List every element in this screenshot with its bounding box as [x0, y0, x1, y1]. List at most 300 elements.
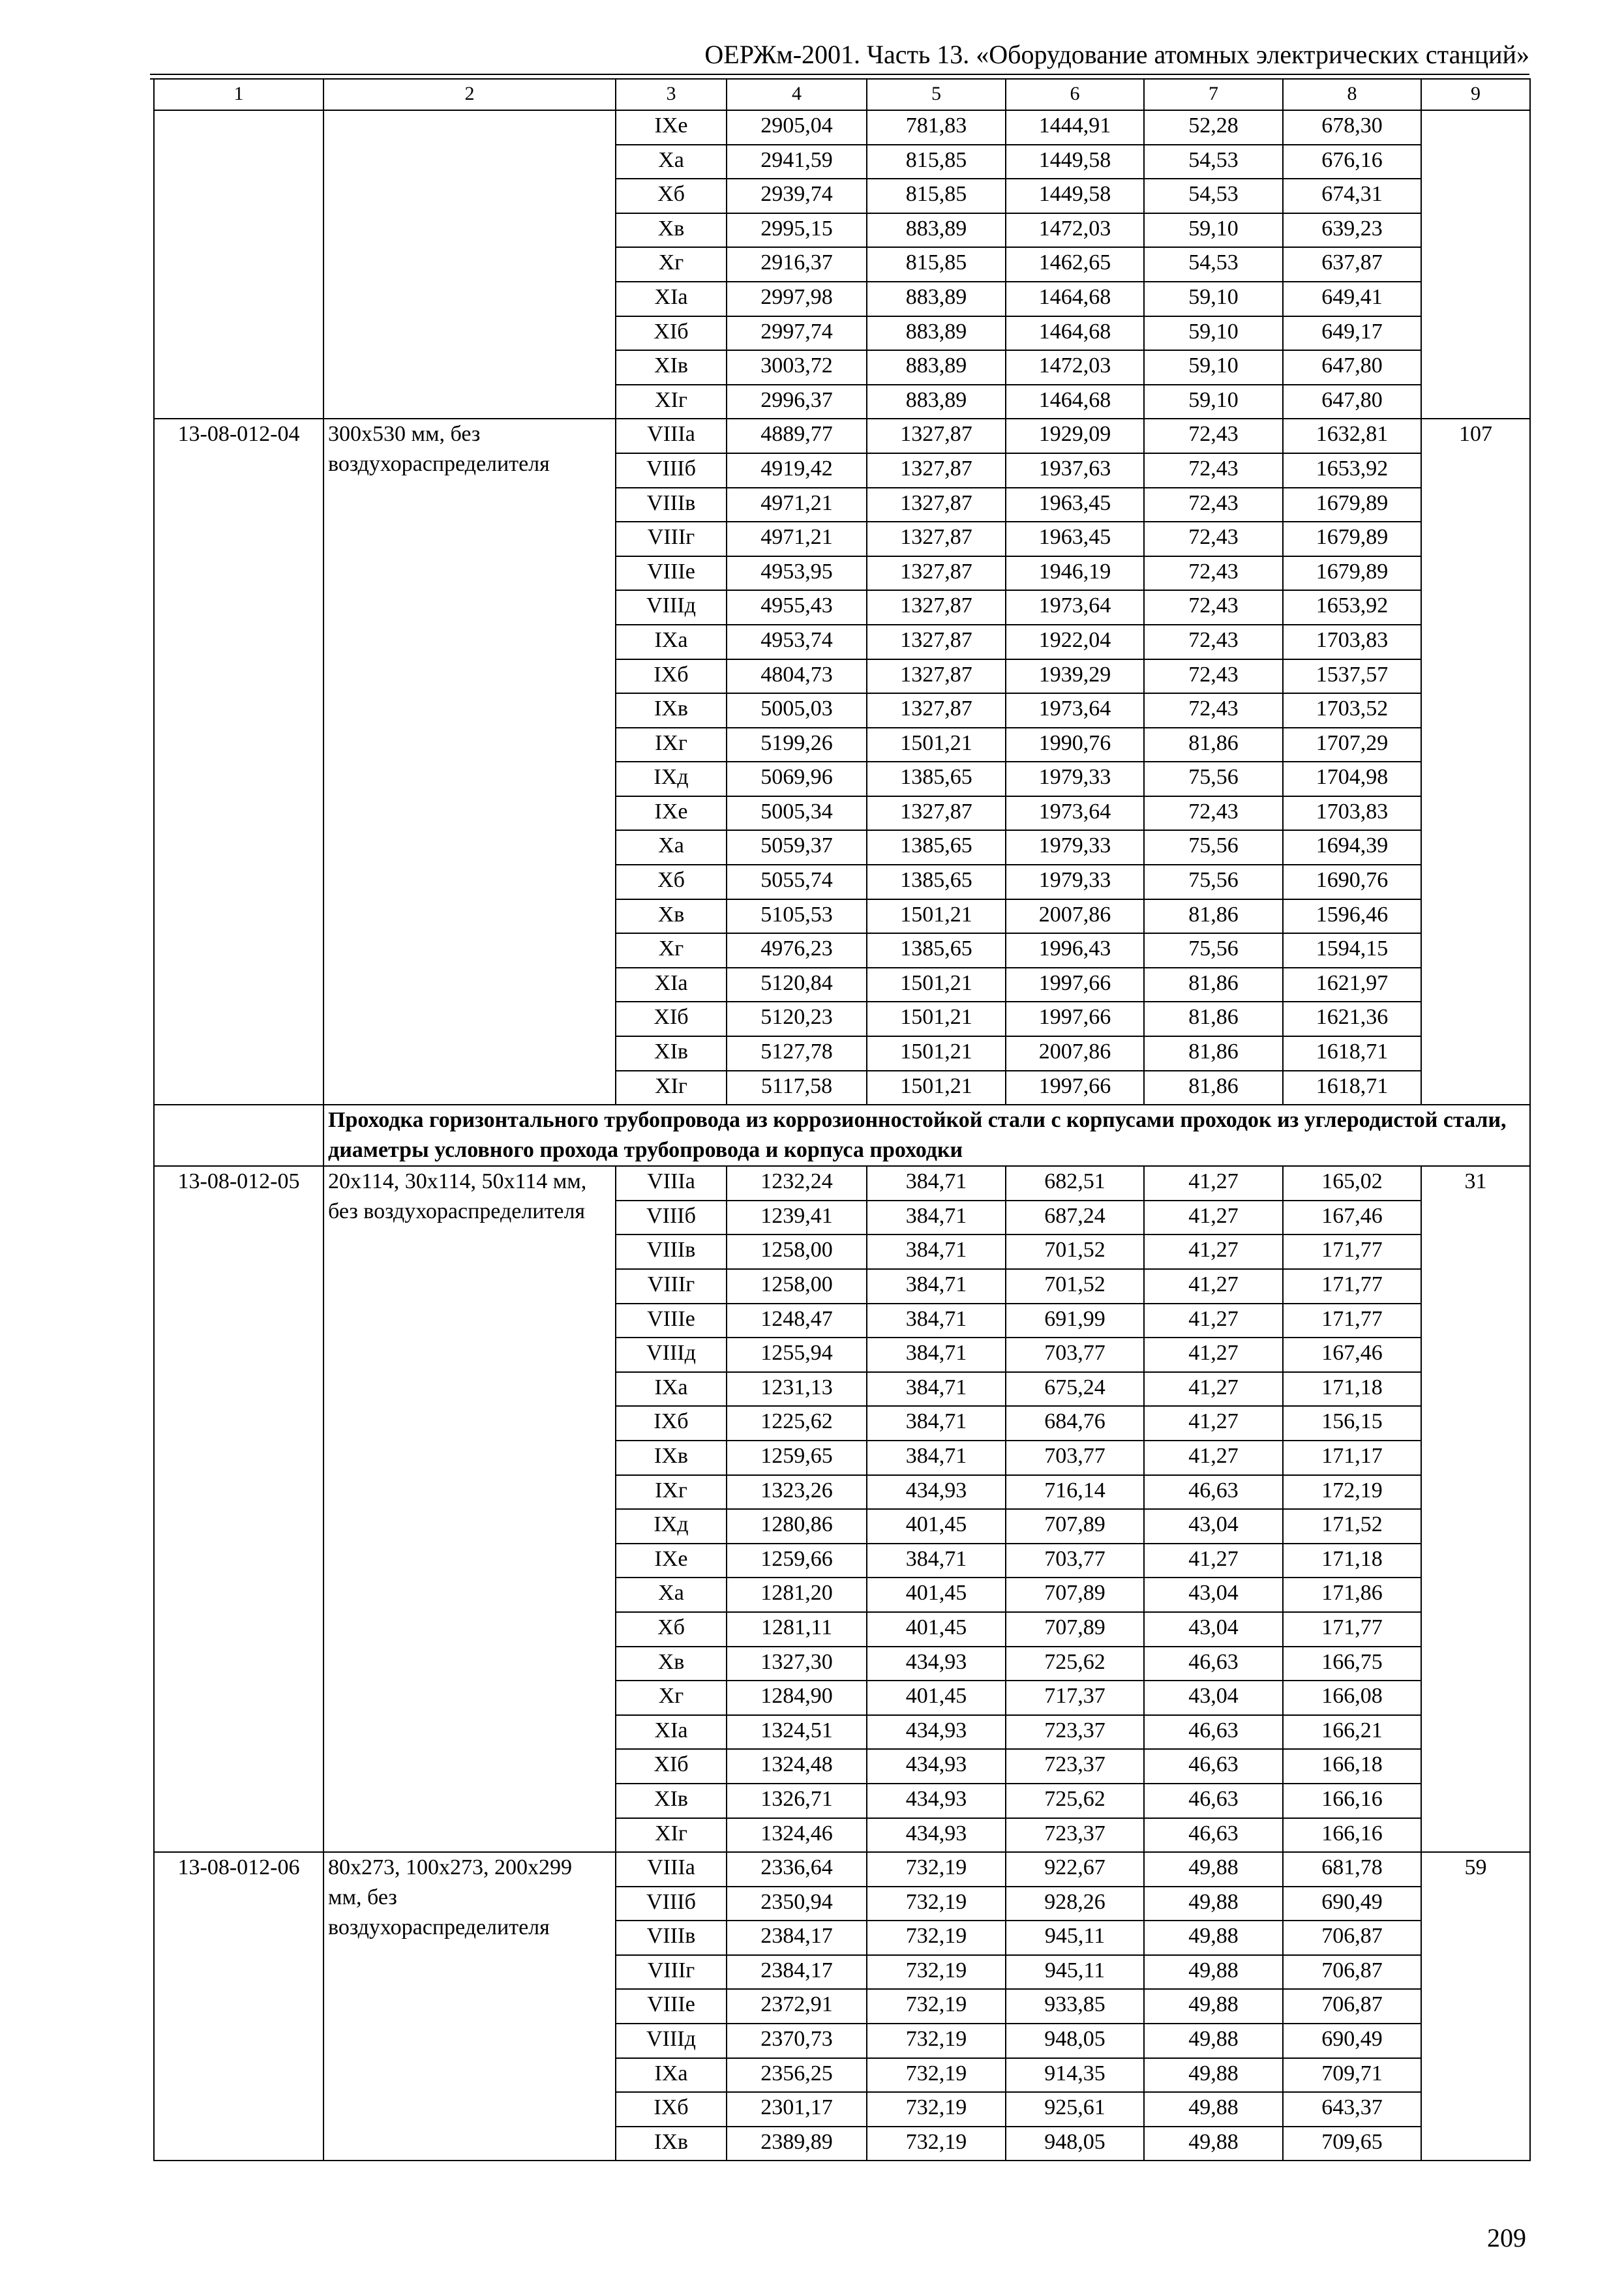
table-cell: 81,86 [1144, 1071, 1283, 1105]
column-number: 1 [154, 79, 323, 110]
table-cell: 4971,21 [727, 522, 867, 556]
table-cell: 2997,98 [727, 282, 867, 316]
table-cell: Xб [616, 865, 727, 899]
column-number: 4 [727, 79, 867, 110]
table-cell: IXв [616, 2127, 727, 2161]
table-cell: 81,86 [1144, 899, 1283, 934]
column-number: 5 [867, 79, 1006, 110]
table-cell: 1997,66 [1006, 1071, 1144, 1105]
table-cell: 5199,26 [727, 728, 867, 762]
table-cell: 171,86 [1283, 1578, 1421, 1612]
table-cell: 717,37 [1006, 1681, 1144, 1715]
table-cell: 643,37 [1283, 2092, 1421, 2127]
table-cell: VIIIд [616, 2024, 727, 2058]
table-cell: 72,43 [1144, 453, 1283, 488]
table-cell: 1284,90 [727, 1681, 867, 1715]
table-cell: 41,27 [1144, 1441, 1283, 1475]
table-cell: IXб [616, 659, 727, 694]
table-cell: 54,53 [1144, 179, 1283, 213]
table-cell: 1449,58 [1006, 145, 1144, 179]
table-cell: 1327,87 [867, 693, 1006, 728]
table-cell: 676,16 [1283, 145, 1421, 179]
table-cell: IXа [616, 2058, 727, 2093]
table-cell: 171,77 [1283, 1612, 1421, 1647]
table-cell: VIIIв [616, 1921, 727, 1955]
table-cell: XIа [616, 282, 727, 316]
table-cell: 5117,58 [727, 1071, 867, 1105]
table-cell: 1973,64 [1006, 796, 1144, 831]
table-cell: 72,43 [1144, 693, 1283, 728]
table-cell: 49,88 [1144, 1921, 1283, 1955]
table-cell: 2384,17 [727, 1921, 867, 1955]
table-cell: 1963,45 [1006, 488, 1144, 522]
table-cell: 2350,94 [727, 1887, 867, 1921]
table-cell: 2996,37 [727, 385, 867, 419]
table-cell: XIв [616, 1036, 727, 1071]
rates-table [153, 78, 1531, 2161]
table-cell: 49,88 [1144, 2127, 1283, 2161]
table-cell: 75,56 [1144, 933, 1283, 968]
table-cell: 732,19 [867, 1921, 1006, 1955]
table-cell: 1327,87 [867, 419, 1006, 453]
table-cell: 1939,29 [1006, 659, 1144, 694]
table-cell: 1281,11 [727, 1612, 867, 1647]
table-cell: 1239,41 [727, 1201, 867, 1235]
table-cell: 1464,68 [1006, 282, 1144, 316]
table-cell: 2372,91 [727, 1989, 867, 2024]
table-cell: 5120,23 [727, 1002, 867, 1036]
table-cell: 43,04 [1144, 1681, 1283, 1715]
table-cell: 706,87 [1283, 1989, 1421, 2024]
rate-total: 59 [1421, 1852, 1530, 2161]
table-cell: VIIIг [616, 1269, 727, 1304]
table-cell: 59,10 [1144, 350, 1283, 385]
table-cell: 1464,68 [1006, 385, 1144, 419]
table-cell: 725,62 [1006, 1784, 1144, 1818]
table-cell: VIIIа [616, 1852, 727, 1887]
table-cell: Xг [616, 933, 727, 968]
table-cell: 1385,65 [867, 865, 1006, 899]
table-cell: VIIIе [616, 556, 727, 591]
table-cell: 1327,87 [867, 488, 1006, 522]
table-cell: 2941,59 [727, 145, 867, 179]
table-cell: 5127,78 [727, 1036, 867, 1071]
rate-code: 13-08-012-06 [154, 1852, 323, 2161]
table-cell: 1679,89 [1283, 488, 1421, 522]
table-cell: 701,52 [1006, 1234, 1144, 1269]
table-cell: 1703,52 [1283, 693, 1421, 728]
table-cell: Xв [616, 213, 727, 248]
table-cell: IXе [616, 1544, 727, 1578]
table-cell: 675,24 [1006, 1372, 1144, 1407]
table-cell: 732,19 [867, 2024, 1006, 2058]
table-cell: 1632,81 [1283, 419, 1421, 453]
table-cell: 883,89 [867, 282, 1006, 316]
table-cell: 2905,04 [727, 110, 867, 145]
column-number: 7 [1144, 79, 1283, 110]
table-cell: 707,89 [1006, 1612, 1144, 1647]
table-cell: XIг [616, 385, 727, 419]
table-cell: 690,49 [1283, 2024, 1421, 2058]
rate-code: 13-08-012-04 [154, 419, 323, 1105]
table-cell: IXб [616, 1406, 727, 1441]
header-rule [150, 74, 1529, 75]
column-number-row [154, 79, 1530, 110]
table-cell: 2007,86 [1006, 899, 1144, 934]
table-cell: 701,52 [1006, 1269, 1144, 1304]
table-cell: 1946,19 [1006, 556, 1144, 591]
table-cell: 171,77 [1283, 1304, 1421, 1338]
table-cell: 707,89 [1006, 1578, 1144, 1612]
table-cell: 46,63 [1144, 1647, 1283, 1681]
table-row [154, 110, 1530, 145]
table-cell: VIIIб [616, 453, 727, 488]
table-cell: 1703,83 [1283, 625, 1421, 659]
table-cell: 59,10 [1144, 316, 1283, 351]
table-cell: 384,71 [867, 1201, 1006, 1235]
table-cell: 72,43 [1144, 625, 1283, 659]
table-cell: Xа [616, 1578, 727, 1612]
table-cell: 46,63 [1144, 1475, 1283, 1510]
table-cell: Xб [616, 1612, 727, 1647]
table-cell: 1996,43 [1006, 933, 1144, 968]
table-cell: XIа [616, 1715, 727, 1750]
table-cell: IXг [616, 1475, 727, 1510]
table-cell: 5105,53 [727, 899, 867, 934]
table-cell: Xа [616, 830, 727, 865]
table-cell: 1327,87 [867, 625, 1006, 659]
rate-description: 20x114, 30x114, 50x114 мм, без воздухораспределителя [323, 1166, 616, 1852]
table-cell: 1248,47 [727, 1304, 867, 1338]
table-cell: 647,80 [1283, 385, 1421, 419]
table-cell: 434,93 [867, 1784, 1006, 1818]
page-header-title: ОЕРЖм-2001. Часть 13. «Оборудование атомных электрических станций» [704, 40, 1529, 69]
table-cell: 171,17 [1283, 1441, 1421, 1475]
table-cell: 1231,13 [727, 1372, 867, 1407]
table-cell: VIIIв [616, 488, 727, 522]
table-cell: 165,02 [1283, 1166, 1421, 1201]
table-cell: 41,27 [1144, 1304, 1283, 1338]
table-cell: 41,27 [1144, 1269, 1283, 1304]
table-cell: 41,27 [1144, 1406, 1283, 1441]
table-cell: 49,88 [1144, 1989, 1283, 2024]
table-cell: 815,85 [867, 247, 1006, 282]
table-cell: 703,77 [1006, 1441, 1144, 1475]
table-cell: 52,28 [1144, 110, 1283, 145]
table-cell: 1225,62 [727, 1406, 867, 1441]
rate-description: 80x273, 100x273, 200x299 мм, без воздухораспределителя [323, 1852, 616, 2161]
table-cell: 725,62 [1006, 1647, 1144, 1681]
rate-total [1421, 110, 1530, 419]
table-cell: 1472,03 [1006, 213, 1144, 248]
table-cell: 1937,63 [1006, 453, 1144, 488]
table-cell: 723,37 [1006, 1715, 1144, 1750]
table-cell: 716,14 [1006, 1475, 1144, 1510]
rate-code: 13-08-012-05 [154, 1166, 323, 1852]
table-cell: 1979,33 [1006, 830, 1144, 865]
table-cell: 883,89 [867, 385, 1006, 419]
table-cell: 434,93 [867, 1818, 1006, 1853]
table-cell: 434,93 [867, 1647, 1006, 1681]
table-cell: 1621,36 [1283, 1002, 1421, 1036]
table-cell: 1703,83 [1283, 796, 1421, 831]
table-cell: VIIIг [616, 522, 727, 556]
column-number: 6 [1006, 79, 1144, 110]
table-cell: 637,87 [1283, 247, 1421, 282]
table-cell: 1280,86 [727, 1509, 867, 1544]
table-cell: 781,83 [867, 110, 1006, 145]
table-cell: 167,46 [1283, 1338, 1421, 1372]
table-cell: IXе [616, 110, 727, 145]
table-cell: VIIIг [616, 1955, 727, 1990]
table-cell: 72,43 [1144, 488, 1283, 522]
table-cell: 172,19 [1283, 1475, 1421, 1510]
table-cell: 732,19 [867, 2058, 1006, 2093]
table-cell: 384,71 [867, 1269, 1006, 1304]
table-cell: 732,19 [867, 2127, 1006, 2161]
table-cell: 1444,91 [1006, 110, 1144, 145]
table-cell: 2995,15 [727, 213, 867, 248]
table-cell: 674,31 [1283, 179, 1421, 213]
table-cell: 384,71 [867, 1304, 1006, 1338]
table-cell: Xв [616, 1647, 727, 1681]
table-cell: 678,30 [1283, 110, 1421, 145]
rate-code [154, 110, 323, 419]
table-cell: 4889,77 [727, 419, 867, 453]
section-heading: Проходка горизонтального трубопровода из коррозионностойкой стали с корпусами проходок из углеродистой стали, диаметры условного прохода трубопровода и корпуса проходки [323, 1105, 1530, 1166]
table-cell: 41,27 [1144, 1166, 1283, 1201]
table-cell: 4971,21 [727, 488, 867, 522]
table-cell: 5120,84 [727, 968, 867, 1002]
table-cell: 43,04 [1144, 1509, 1283, 1544]
table-cell: 4955,43 [727, 590, 867, 625]
table-cell: 1501,21 [867, 1002, 1006, 1036]
table-cell: 72,43 [1144, 796, 1283, 831]
table-cell: 434,93 [867, 1749, 1006, 1784]
table-cell: 5069,96 [727, 762, 867, 796]
section-heading-row [154, 1105, 1530, 1166]
table-cell: 1327,30 [727, 1647, 867, 1681]
table-cell: 723,37 [1006, 1749, 1144, 1784]
table-cell: 46,63 [1144, 1818, 1283, 1853]
table-cell: 948,05 [1006, 2024, 1144, 2058]
table-cell: 945,11 [1006, 1955, 1144, 1990]
table-cell: 1690,76 [1283, 865, 1421, 899]
table-cell: IXа [616, 625, 727, 659]
table-cell: 933,85 [1006, 1989, 1144, 2024]
table-cell: XIб [616, 316, 727, 351]
column-number: 3 [616, 79, 727, 110]
table-cell: 171,52 [1283, 1509, 1421, 1544]
table-cell: 1621,97 [1283, 968, 1421, 1002]
table-row [154, 1166, 1530, 1201]
table-cell: 707,89 [1006, 1509, 1144, 1544]
table-cell: 4953,95 [727, 556, 867, 591]
table-cell: IXа [616, 1372, 727, 1407]
table-cell: 171,18 [1283, 1372, 1421, 1407]
table-cell: 401,45 [867, 1578, 1006, 1612]
table-cell: 41,27 [1144, 1338, 1283, 1372]
table-cell: 1449,58 [1006, 179, 1144, 213]
table-cell: XIв [616, 350, 727, 385]
table-cell: 706,87 [1283, 1921, 1421, 1955]
rate-total: 31 [1421, 1166, 1530, 1852]
table-cell: 1385,65 [867, 830, 1006, 865]
table-cell: 384,71 [867, 1234, 1006, 1269]
table-cell: 2336,64 [727, 1852, 867, 1887]
table-cell: 649,17 [1283, 316, 1421, 351]
column-number: 2 [323, 79, 616, 110]
table-cell: XIа [616, 968, 727, 1002]
table-cell: 384,71 [867, 1166, 1006, 1201]
table-cell: IXг [616, 728, 727, 762]
table-cell: VIIIб [616, 1201, 727, 1235]
table-cell: 166,21 [1283, 1715, 1421, 1750]
table-cell: 4953,74 [727, 625, 867, 659]
page-number: 209 [1487, 2223, 1526, 2252]
table-cell: 1255,94 [727, 1338, 867, 1372]
table-cell: 1973,64 [1006, 693, 1144, 728]
table-cell: 59,10 [1144, 282, 1283, 316]
table-cell: 703,77 [1006, 1544, 1144, 1578]
table-cell: 1324,48 [727, 1749, 867, 1784]
table-cell: 72,43 [1144, 419, 1283, 453]
table-cell: 1704,98 [1283, 762, 1421, 796]
table-cell: 1327,87 [867, 659, 1006, 694]
table-cell: IXб [616, 2092, 727, 2127]
table-cell: 1327,87 [867, 453, 1006, 488]
table-cell: 732,19 [867, 2092, 1006, 2127]
table-cell: 1232,24 [727, 1166, 867, 1201]
table-cell: XIб [616, 1749, 727, 1784]
table-cell: 922,67 [1006, 1852, 1144, 1887]
table-cell: 1323,26 [727, 1475, 867, 1510]
table-cell: 928,26 [1006, 1887, 1144, 1921]
table-cell: 709,65 [1283, 2127, 1421, 2161]
table-cell: 5059,37 [727, 830, 867, 865]
table-cell: 709,71 [1283, 2058, 1421, 2093]
table-cell: VIIIе [616, 1304, 727, 1338]
column-number: 9 [1421, 79, 1530, 110]
table-cell: 815,85 [867, 145, 1006, 179]
table-cell: 401,45 [867, 1509, 1006, 1544]
table-row [154, 419, 1530, 453]
table-cell: 925,61 [1006, 2092, 1144, 2127]
table-cell: 171,77 [1283, 1234, 1421, 1269]
rate-description [323, 110, 616, 419]
table-cell: 1501,21 [867, 1071, 1006, 1105]
table-cell: XIв [616, 1784, 727, 1818]
table-cell: 59,10 [1144, 385, 1283, 419]
table-cell: 1385,65 [867, 762, 1006, 796]
column-number: 8 [1283, 79, 1421, 110]
table-cell: 1973,64 [1006, 590, 1144, 625]
table-cell: 883,89 [867, 213, 1006, 248]
table-cell: 72,43 [1144, 556, 1283, 591]
table-cell: 1327,87 [867, 556, 1006, 591]
table-cell: 5005,34 [727, 796, 867, 831]
table-cell: 166,75 [1283, 1647, 1421, 1681]
table-cell: 682,51 [1006, 1166, 1144, 1201]
table-cell: 1385,65 [867, 933, 1006, 968]
table-cell: 81,86 [1144, 1002, 1283, 1036]
table-cell: 2916,37 [727, 247, 867, 282]
table-cell: 54,53 [1144, 247, 1283, 282]
table-cell: 1472,03 [1006, 350, 1144, 385]
table-cell: 171,77 [1283, 1269, 1421, 1304]
table-cell: IXв [616, 693, 727, 728]
table-cell: 1653,92 [1283, 590, 1421, 625]
table-cell: 1990,76 [1006, 728, 1144, 762]
table-cell: 41,27 [1144, 1372, 1283, 1407]
table-cell: 1679,89 [1283, 556, 1421, 591]
table-cell: 46,63 [1144, 1749, 1283, 1784]
table-cell: VIIIа [616, 1166, 727, 1201]
table-cell: 43,04 [1144, 1612, 1283, 1647]
table-cell: 49,88 [1144, 1852, 1283, 1887]
table-cell: 649,41 [1283, 282, 1421, 316]
table-cell: 1979,33 [1006, 762, 1144, 796]
table-cell: 2007,86 [1006, 1036, 1144, 1071]
table-cell: 1327,87 [867, 590, 1006, 625]
table-cell: Xа [616, 145, 727, 179]
table-cell: VIIIд [616, 1338, 727, 1372]
table-cell: 5055,74 [727, 865, 867, 899]
table-cell: 1979,33 [1006, 865, 1144, 899]
table-cell: VIIIа [616, 419, 727, 453]
table-cell: 81,86 [1144, 728, 1283, 762]
table-cell: 401,45 [867, 1681, 1006, 1715]
table-cell: 1679,89 [1283, 522, 1421, 556]
table-cell: 434,93 [867, 1475, 1006, 1510]
table-cell: 1618,71 [1283, 1036, 1421, 1071]
table-cell: 732,19 [867, 1887, 1006, 1921]
rate-description: 300x530 мм, без воздухораспределителя [323, 419, 616, 1105]
table-cell: 49,88 [1144, 2058, 1283, 2093]
table-cell: 156,15 [1283, 1406, 1421, 1441]
table-cell: XIг [616, 1818, 727, 1853]
table-cell: 1501,21 [867, 968, 1006, 1002]
table-cell: 691,99 [1006, 1304, 1144, 1338]
table-cell: 1501,21 [867, 728, 1006, 762]
table-cell: 1324,51 [727, 1715, 867, 1750]
table-cell: 1327,87 [867, 522, 1006, 556]
table-cell: Xг [616, 1681, 727, 1715]
table-cell: 883,89 [867, 316, 1006, 351]
table-cell: 4919,42 [727, 453, 867, 488]
table-cell: 883,89 [867, 350, 1006, 385]
table-cell: 49,88 [1144, 2024, 1283, 2058]
table-cell: 166,16 [1283, 1818, 1421, 1853]
table-cell: 639,23 [1283, 213, 1421, 248]
table-cell: 384,71 [867, 1338, 1006, 1372]
table-cell: 72,43 [1144, 522, 1283, 556]
table-cell: 1281,20 [727, 1578, 867, 1612]
table-cell: 4976,23 [727, 933, 867, 968]
table-cell: 945,11 [1006, 1921, 1144, 1955]
table-cell: 166,08 [1283, 1681, 1421, 1715]
table-cell: 171,18 [1283, 1544, 1421, 1578]
table-cell: 723,37 [1006, 1818, 1144, 1853]
table-cell: 59,10 [1144, 213, 1283, 248]
table-cell: 2939,74 [727, 179, 867, 213]
table-cell: 41,27 [1144, 1544, 1283, 1578]
table-cell: 1694,39 [1283, 830, 1421, 865]
table-cell: 75,56 [1144, 865, 1283, 899]
table-cell: 167,46 [1283, 1201, 1421, 1235]
table-cell: VIIIд [616, 590, 727, 625]
table-cell: 703,77 [1006, 1338, 1144, 1372]
